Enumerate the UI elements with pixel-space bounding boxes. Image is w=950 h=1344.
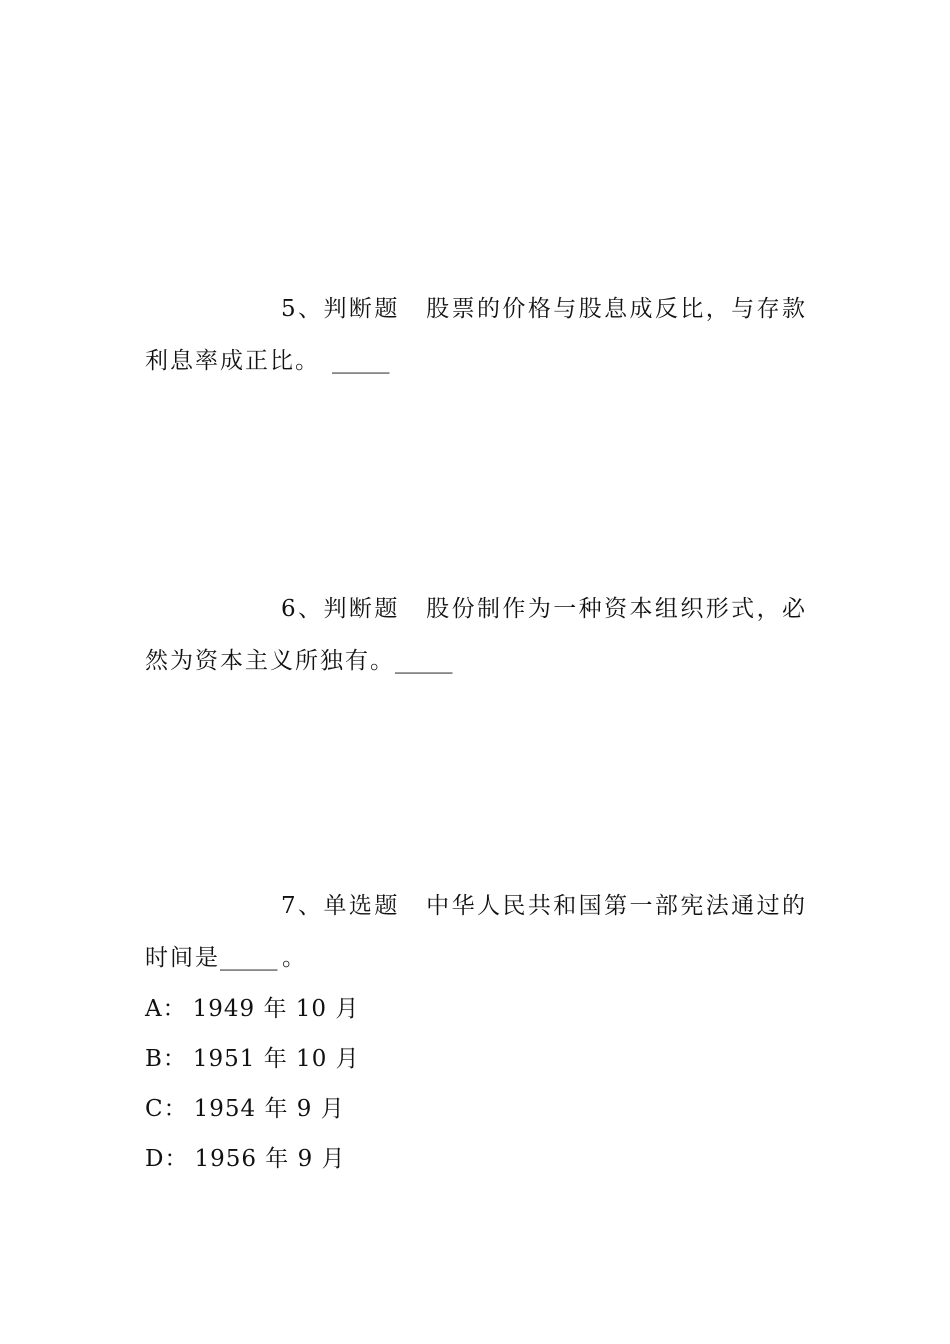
question-stem-line-2-prefix: 时间是 [145, 945, 220, 971]
option-b[interactable] [145, 1034, 807, 1084]
option-a[interactable] [145, 984, 807, 1034]
question-stem-line-1: 中华人民共和国第一部宪法通过的 [425, 893, 808, 919]
answer-blank: _____ [220, 945, 278, 971]
question-number: 6、 [281, 596, 324, 622]
question-5-line-1 [145, 283, 807, 335]
question-7-line-2 [145, 932, 807, 984]
question-type: 单选题 [323, 893, 400, 919]
question-5 [145, 283, 807, 387]
option-text: 1949 年 10 月 [192, 996, 360, 1022]
question-type: 判断题 [323, 596, 400, 622]
option-text: 1954 年 9 月 [193, 1096, 345, 1122]
option-key: A： [145, 996, 187, 1022]
answer-blank: _____ [332, 348, 390, 374]
option-key: D： [145, 1146, 189, 1172]
question-stem-line-1: 股份制作为一种资本组织形式，必 [425, 596, 808, 622]
question-7-line-1 [145, 880, 807, 932]
question-number: 7、 [281, 893, 324, 919]
option-d[interactable] [145, 1134, 807, 1184]
question-stem-line-2: 然为资本主义所独有。 [145, 648, 395, 674]
option-text: 1951 年 10 月 [192, 1046, 360, 1072]
question-stem-line-1: 股票的价格与股息成反比，与存款 [425, 296, 808, 322]
option-c[interactable] [145, 1084, 807, 1134]
question-type: 判断题 [323, 296, 400, 322]
question-6-line-1 [145, 583, 807, 635]
option-key: B： [145, 1046, 187, 1072]
question-number: 5、 [281, 296, 324, 322]
answer-blank: _____ [395, 648, 453, 674]
question-stem-line-2: 利息率成正比。 [145, 348, 320, 374]
question-6-line-2 [145, 635, 807, 687]
question-stem-line-2-suffix: 。 [282, 945, 307, 971]
option-text: 1956 年 9 月 [194, 1146, 346, 1172]
option-key: C： [145, 1096, 188, 1122]
question-7 [145, 880, 807, 1184]
question-5-line-2 [145, 335, 807, 387]
question-6 [145, 583, 807, 687]
